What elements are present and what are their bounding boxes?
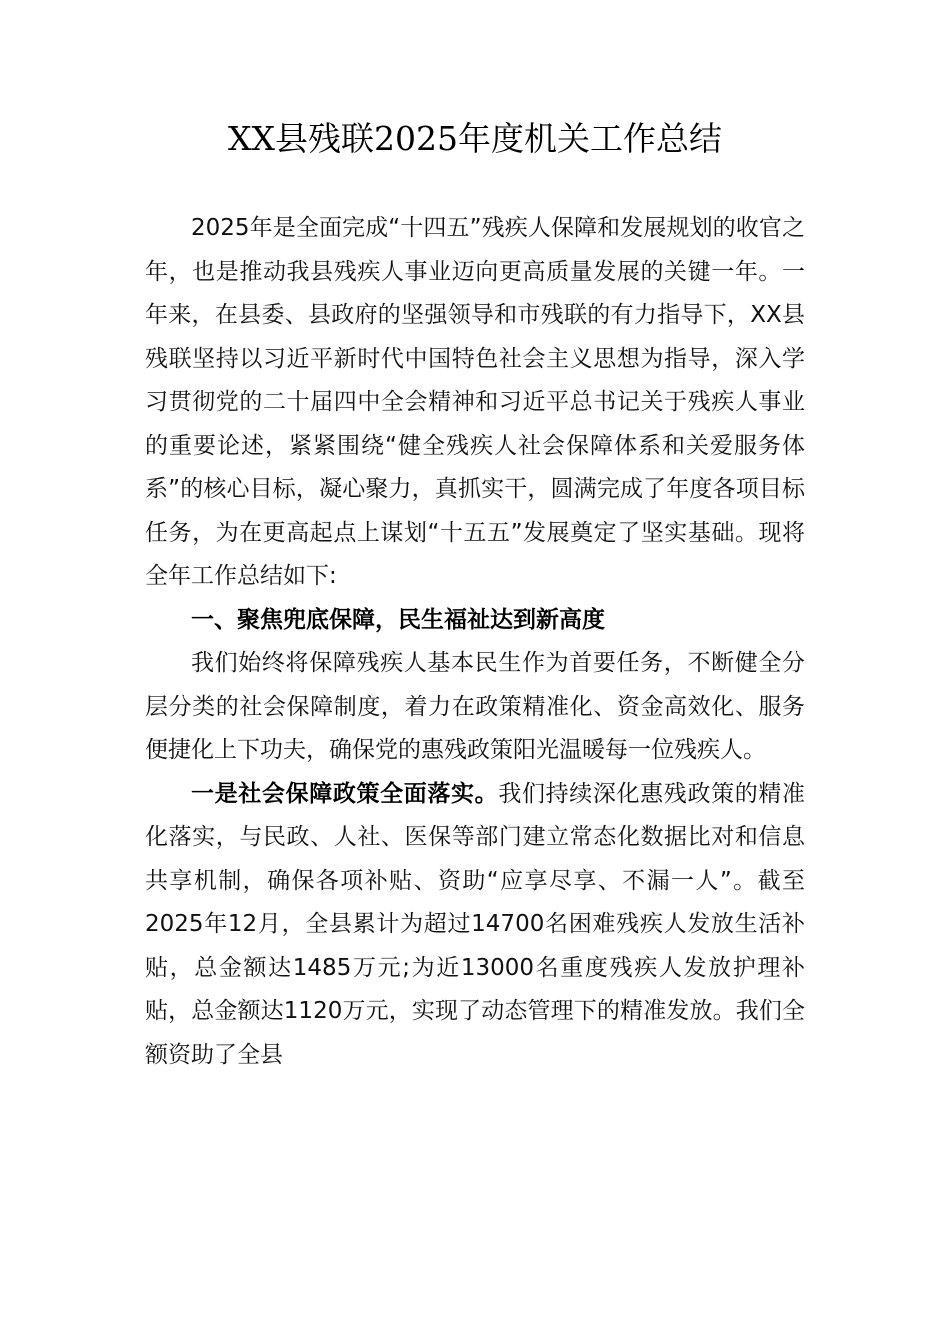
point-lead: 一是社会保障政策全面落实。 <box>191 780 499 807</box>
point-paragraph <box>145 773 805 1078</box>
section-heading: 一、聚焦兜底保障，民生福祉达到新高度 <box>191 606 605 633</box>
document-title: XX县残联2025年度机关工作总结 <box>228 119 722 158</box>
intro-paragraph: 2025年是全面完成“十四五”残疾人保障和发展规划的收官之年，也是推动我县残疾人事业迈向更高质量发展的关键一年。一年来，在县委、县政府的坚强领导和市残联的有力指导下，XX县残联坚持以习近平新时代中国特色社会主义思想为指导，深入学习贯彻党的二十届四中全会精神和习近平总书记关于残疾人事业的重要论述，紧紧围绕“健全残疾人社会保障体系和关爱服务体系”的核心目标，凝心聚力，真抓实干，圆满完成了年度各项目标任务，为在更高起点上谋划“十五五”发展奠定了坚实基础。现将全年工作总结如下: <box>145 215 805 589</box>
point-text: 我们持续深化惠残政策的精准化落实，与民政、人社、医保等部门建立常态化数据比对和信息共享机制，确保各项补贴、资助“应享尽享、不漏一人”。截至2025年12月，全县累计为超过14700名困难残疾人发放生活补贴，总金额达1485万元;为近13000名重度残疾人发放护理补贴，总金额达1120万元，实现了动态管理下的精准发放。我们全额资助了全县 <box>145 780 806 1068</box>
section-intro-paragraph: 我们始终将保障残疾人基本民生作为首要任务，不断健全分层分类的社会保障制度，着力在政策精准化、资金高效化、服务便捷化上下功夫，确保党的惠残政策阳光温暖每一位残疾人。 <box>145 650 805 763</box>
document-body <box>145 207 805 1077</box>
